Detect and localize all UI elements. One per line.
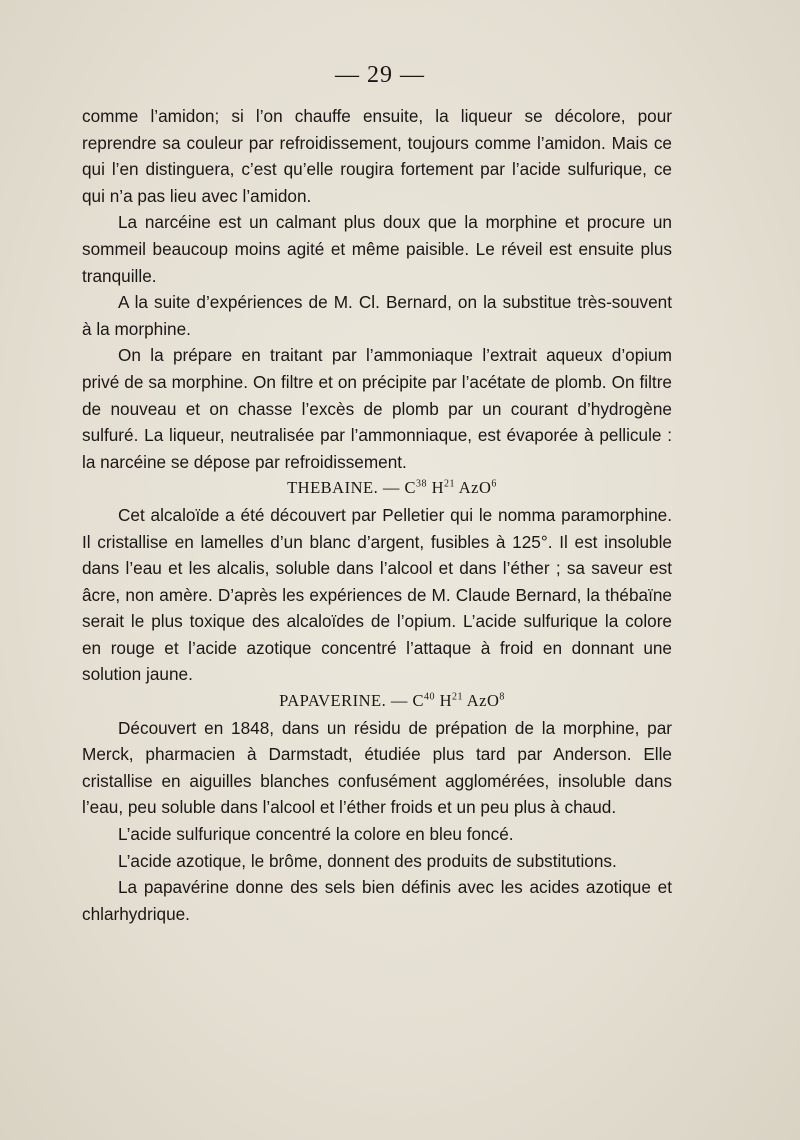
formula-carbon: C xyxy=(412,691,424,711)
heading-papaverine xyxy=(82,688,672,715)
heading-thebaine-dash: — xyxy=(382,478,400,498)
heading-thebaine-name: THEBAINE. xyxy=(287,478,379,498)
page-number: — 29 — xyxy=(335,62,425,88)
paragraph-papaverine-discovery: Découvert en 1848, dans un résidu de prépation de la morphine, par Merck, pharmacien à Darmstadt, étudiée plus tard par Anderson. Elle cristallise en aiguilles blanches confusément agglomérées, insoluble dans l’eau, peu soluble dans l’alcool et l’éther froids et un peu plus à chaud. xyxy=(82,717,672,818)
formula-carbon: C xyxy=(404,478,416,498)
paragraph-narceine-preparation: On la prépare en traitant par l’ammoniaque l’extrait aqueux d’opium privé de sa morphine. On filtre et on précipite par l’acétate de plomb. On filtre de nouveau et on chasse l’excès de plomb par un courant d’hydrogène sulfuré. La liqueur, neutralisée par l’ammonniaque, est évaporée à pellicule : la narcéine se dépose par refroidissement. xyxy=(82,345,672,472)
heading-papaverine-name: PAPAVERINE. xyxy=(279,691,387,711)
heading-thebaine xyxy=(82,475,672,502)
paragraph-sulfuric-reaction: L’acide sulfurique concentré la colore en bleu foncé. xyxy=(118,824,514,845)
formula-hydrogen-count: 21 xyxy=(444,478,456,490)
formula-azo-count: 8 xyxy=(499,691,505,703)
formula-hydrogen: H xyxy=(439,691,453,711)
formula-carbon-count: 40 xyxy=(424,691,435,703)
paragraph-narceine-calmant: La narcéine est un calmant plus doux que la morphine et procure un sommeil beaucoup moins agité et même paisible. Le réveil est ensuite plus tranquille. xyxy=(82,212,672,286)
formula-azo: AzO xyxy=(458,478,492,498)
paragraph-papaverine-salts: La papavérine donne des sels bien définis avec les acides azotique et chlarhydrique. xyxy=(82,877,672,924)
formula-azo-count: 6 xyxy=(491,478,497,490)
formula-azo: AzO xyxy=(466,691,500,711)
formula-carbon-count: 38 xyxy=(415,478,427,490)
formula-hydrogen: H xyxy=(431,478,445,498)
formula-hydrogen-count: 21 xyxy=(452,691,464,703)
heading-papaverine-dash: — xyxy=(390,691,408,711)
page-body xyxy=(82,103,672,927)
paragraph-amidon: comme l’amidon; si l’on chauffe ensuite, la liqueur se décolore, pour reprendre sa couleur par refroidissement, toujours comme l’amidon. Mais ce qui l’en distinguera, c’est qu’elle rougira fortement par l’acide sulfurique, ce qui n’a pas lieu avec l’amidon. xyxy=(82,106,672,206)
paragraph-bernard-substitution: A la suite d’expériences de M. Cl. Bernard, on la substitue très-souvent à la morphine. xyxy=(82,292,672,339)
paragraph-thebaine: Cet alcaloïde a été découvert par Pelletier qui le nomma paramorphine. Il cristallise en lamelles d’un blanc d’argent, fusibles à 125°. Il est insoluble dans l’eau et les alcalis, soluble dans l’alcool et dans l’éther ; sa saveur est âcre, non amère. D’après les expériences de M. Claude Bernard, la thébaïne serait le plus toxique des alcaloïdes de l’opium. L’acide sulfurique la colore en rouge et l’acide azotique concentré l’attaque à froid en donnant une solution jaune. xyxy=(82,504,672,685)
paragraph-azotic-reaction: L’acide azotique, le brôme, donnent des produits de substitutions. xyxy=(118,850,617,871)
